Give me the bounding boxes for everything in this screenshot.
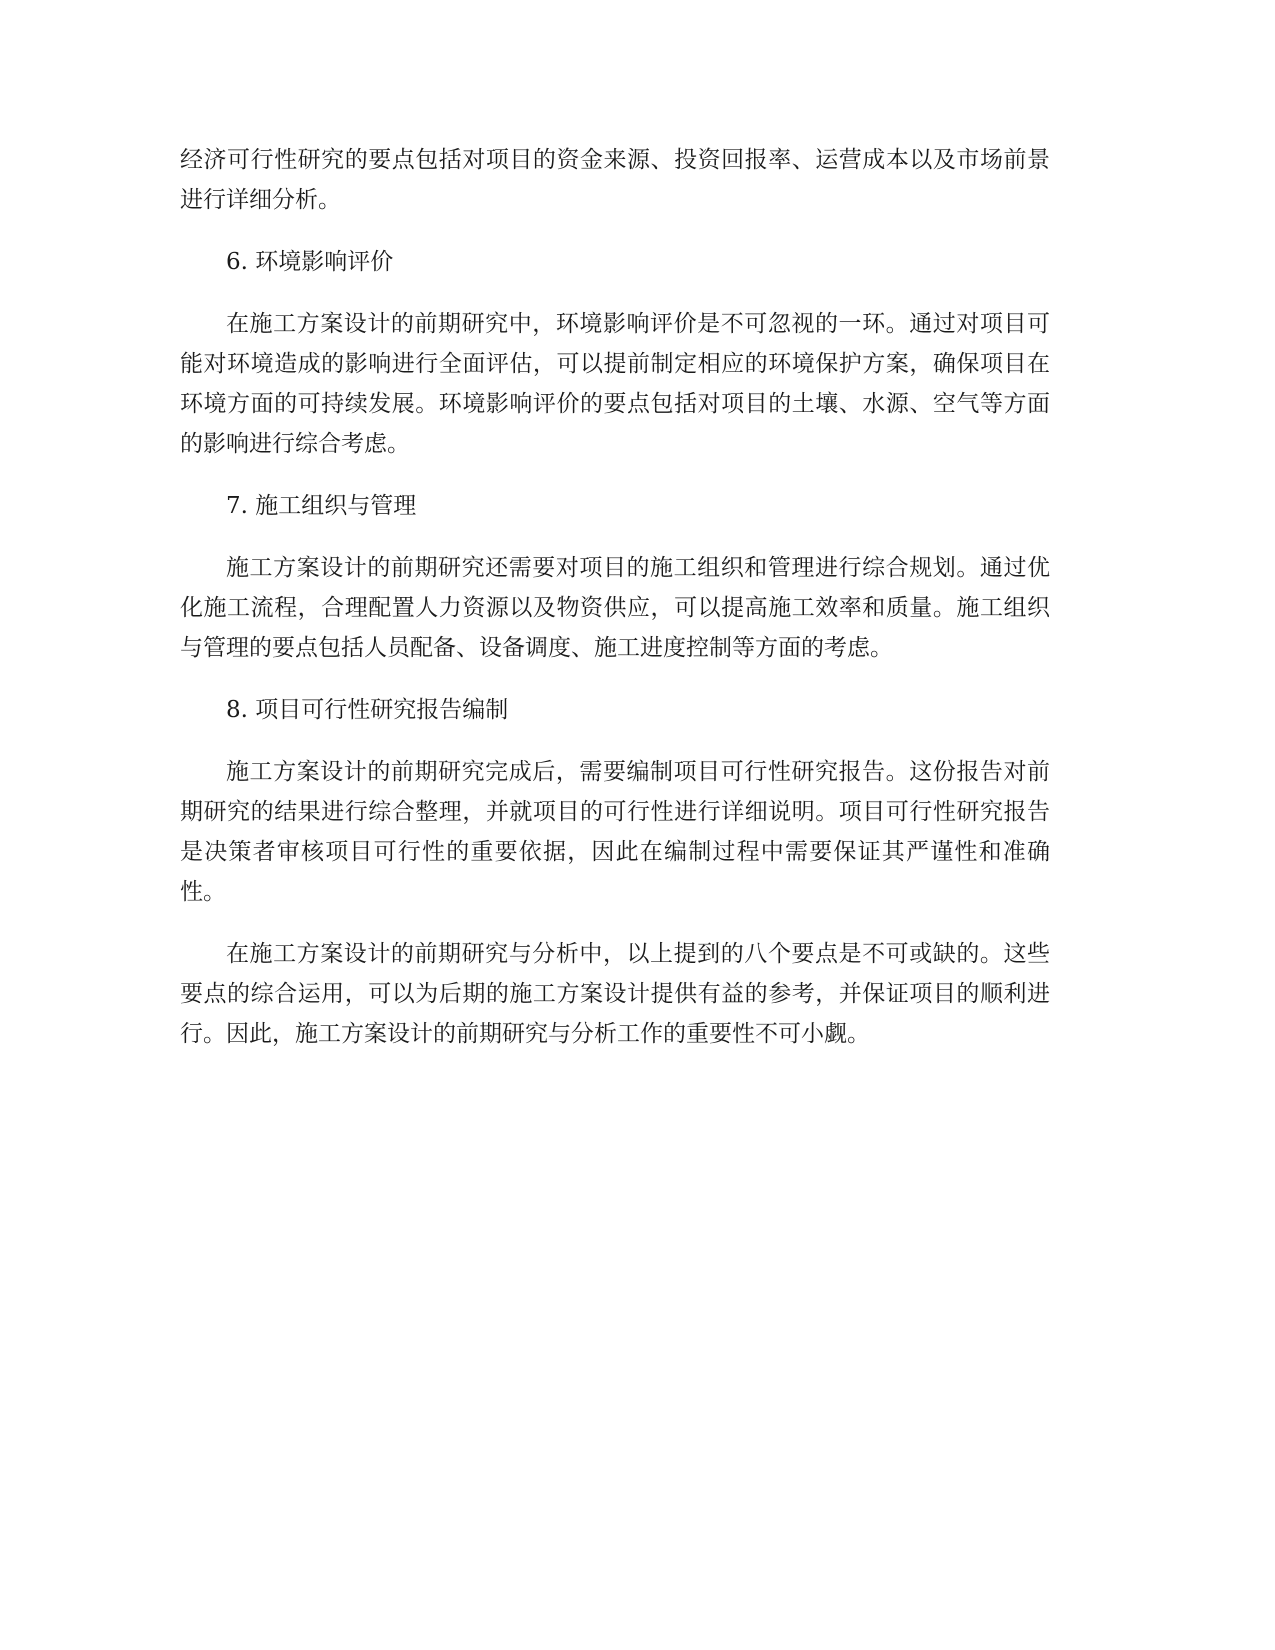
document-body bbox=[180, 140, 1050, 1076]
paragraph-construction-management: 施工方案设计的前期研究还需要对项目的施工组织和管理进行综合规划。通过优化施工流程，合理配置人力资源以及物资供应，可以提高施工效率和质量。施工组织与管理的要点包括人员配备、设备调度、施工进度控制等方面的考虑。 bbox=[180, 555, 1050, 661]
section-heading-8: 8. 项目可行性研究报告编制 bbox=[226, 697, 509, 723]
paragraph-environmental-impact: 在施工方案设计的前期研究中，环境影响评价是不可忽视的一环。通过对项目可能对环境造成的影响进行全面评估，可以提前制定相应的环境保护方案，确保项目在环境方面的可持续发展。环境影响评价的要点包括对项目的土壤、水源、空气等方面的影响进行综合考虑。 bbox=[180, 311, 1050, 457]
section-heading-7: 7. 施工组织与管理 bbox=[226, 493, 417, 519]
paragraph-conclusion: 在施工方案设计的前期研究与分析中，以上提到的八个要点是不可或缺的。这些要点的综合运用，可以为后期的施工方案设计提供有益的参考，并保证项目的顺利进行。因此，施工方案设计的前期研究与分析工作的重要性不可小觑。 bbox=[180, 941, 1050, 1047]
section-heading-6: 6. 环境影响评价 bbox=[226, 249, 394, 275]
paragraph-feasibility-report: 施工方案设计的前期研究完成后，需要编制项目可行性研究报告。这份报告对前期研究的结果进行综合整理，并就项目的可行性进行详细说明。项目可行性研究报告是决策者审核项目可行性的重要依据，因此在编制过程中需要保证其严谨性和准确性。 bbox=[180, 759, 1050, 905]
paragraph-economic-feasibility: 经济可行性研究的要点包括对项目的资金来源、投资回报率、运营成本以及市场前景进行详细分析。 bbox=[180, 147, 1050, 213]
